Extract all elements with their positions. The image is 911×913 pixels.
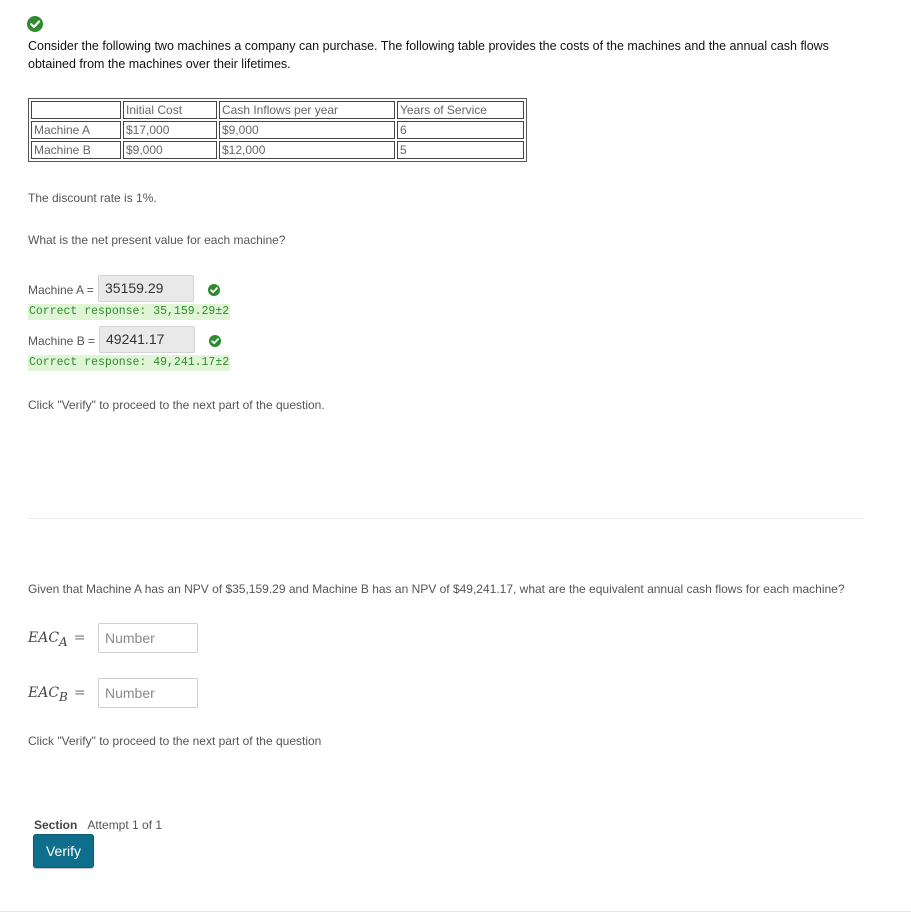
check-circle-icon [209,335,221,347]
eac-b-input[interactable] [98,678,198,708]
table-row [31,141,524,159]
correct-response-b: Correct response: 49,241.17±2 [29,356,230,369]
table-header-row [31,101,524,119]
eac-question-text: Given that Machine A has an NPV of $35,159.29 and Machine B has an NPV of $49,241.17, what are the equivalent annual cash flows for each machine? [28,582,845,596]
table-header: Initial Cost [123,101,217,119]
table-cell: 5 [397,141,524,159]
table-cell: $12,000 [219,141,395,159]
machine-b-answer-field[interactable]: 49241.17 [99,326,195,353]
check-circle-icon [27,16,43,32]
section-label: Section [34,818,78,832]
machine-b-label: Machine B = [28,334,96,348]
eac-b-label: $EAC_B$ = [28,685,86,704]
page-bottom-divider [0,911,911,912]
check-circle-icon [208,284,220,296]
table-cell: Machine B [31,141,121,159]
machine-table [28,98,527,162]
table-cell: Machine A [31,121,121,139]
table-header: Cash Inflows per year [219,101,395,119]
machine-a-label: Machine A = [28,283,94,297]
npv-question-text: What is the net present value for each machine? [28,233,286,247]
table-cell: 6 [397,121,524,139]
table-cell: $9,000 [219,121,395,139]
eac-a-input[interactable] [98,623,198,653]
table-header: Years of Service [397,101,524,119]
table-header [31,101,121,119]
verify-instruction-2: Click "Verify" to proceed to the next part of the question [28,734,322,748]
discount-rate-text: The discount rate is 1%. [28,191,157,205]
table-cell: $9,000 [123,141,217,159]
question-text: Consider the following two machines a company can purchase. The following table provides the costs of the machines and the annual cash flows obtained from the machines over their lifetimes. [28,39,829,71]
machine-a-answer-field[interactable]: 35159.29 [98,275,194,302]
attempt-text: Attempt 1 of 1 [87,818,163,832]
verify-instruction: Click "Verify" to proceed to the next part of the question. [28,398,325,412]
verify-button[interactable]: Verify [33,834,94,868]
section-divider [28,518,864,519]
table-cell: $17,000 [123,121,217,139]
attempt-info [34,818,162,832]
eac-a-label: $EAC_A$ = [28,630,86,649]
table-row [31,121,524,139]
correct-response-a: Correct response: 35,159.29±2 [29,305,230,318]
